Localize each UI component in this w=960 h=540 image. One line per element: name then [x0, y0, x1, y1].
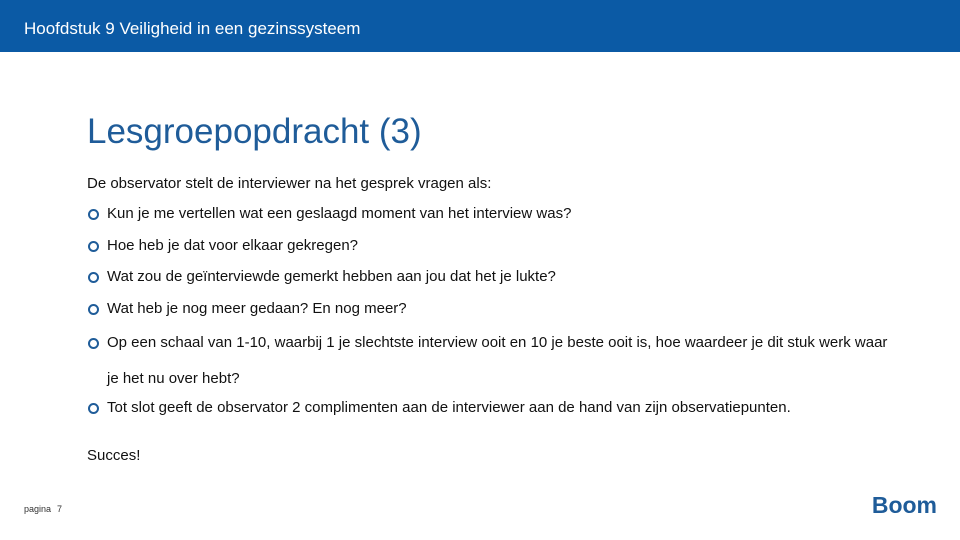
list-item-text: Tot slot geeft de observator 2 complimenten aan de interviewer aan de hand van zijn observatiepunten. [107, 399, 791, 416]
circle-bullet-icon [88, 272, 99, 283]
list-item [88, 196, 898, 232]
list-item-text: Hoe heb je dat voor elkaar gekregen? [107, 237, 359, 254]
list-item [88, 390, 898, 426]
list-item-text: Op een schaal van 1-10, waarbij 1 je slechtste interview ooit en 10 je beste ooit is, hoe waardeer je dit stuk werk waar je het nu over hebt? [107, 334, 888, 387]
intro-text: De observator stelt de interviewer na het gesprek vragen als: [87, 175, 492, 192]
page-number: 7 [57, 504, 63, 514]
header-bar [0, 0, 960, 52]
circle-bullet-icon [88, 241, 99, 252]
list-item [88, 291, 898, 327]
page-label: pagina [24, 504, 52, 514]
chapter-title: Hoofdstuk 9 Veiligheid in een gezinssysteem [24, 19, 361, 38]
list-item [88, 325, 898, 397]
page-indicator [24, 504, 62, 514]
list-item-text: Wat heb je nog meer gedaan? En nog meer? [107, 300, 407, 317]
circle-bullet-icon [88, 338, 99, 349]
list-item-text: Wat zou de geïnterviewde gemerkt hebben aan jou dat het je lukte? [107, 268, 556, 285]
slide-title: Lesgroepopdracht (3) [87, 112, 422, 151]
circle-bullet-icon [88, 403, 99, 414]
circle-bullet-icon [88, 304, 99, 315]
closing-text: Succes! [87, 447, 141, 464]
list-item [88, 259, 898, 295]
list-item-text: Kun je me vertellen wat een geslaagd moment van het interview was? [107, 205, 572, 222]
boom-logo: Boom [871, 492, 937, 518]
circle-bullet-icon [88, 209, 99, 220]
